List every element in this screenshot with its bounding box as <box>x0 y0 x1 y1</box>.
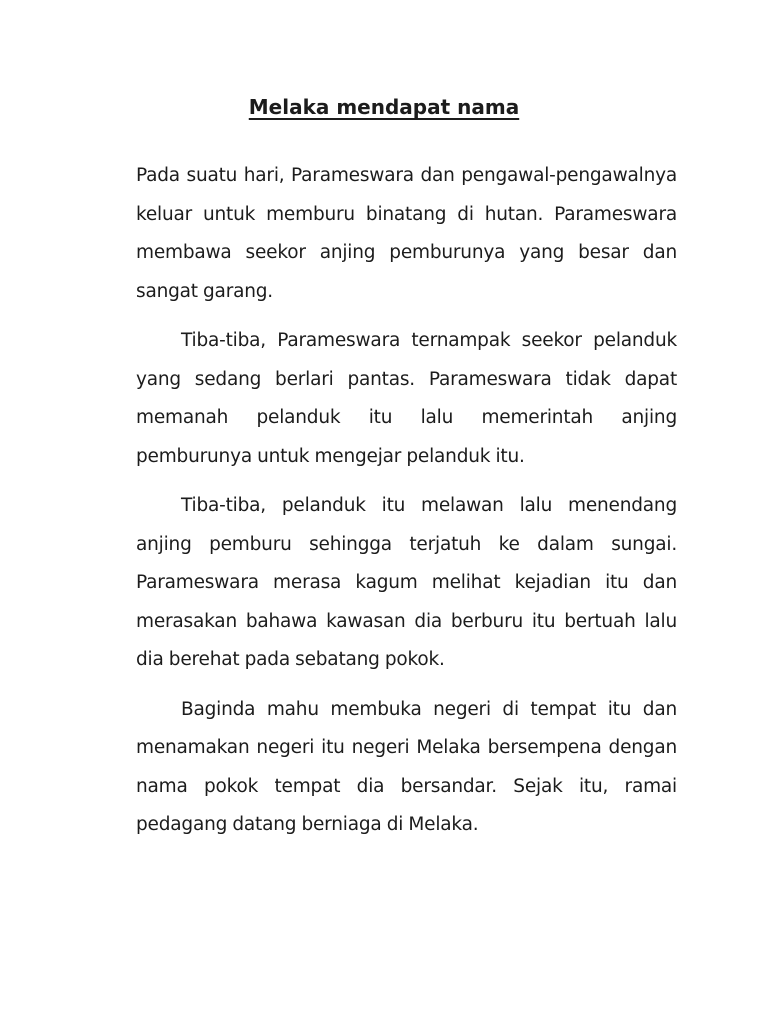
paragraph-4: Baginda mahu membuka negeri di tempat itu dan menamakan negeri itu negeri Melaka bersempena dengan nama pokok tempat dia bersandar. Sejak itu, ramai pedagang datang berniaga di Melaka. <box>136 698 677 835</box>
paragraph-1: Pada suatu hari, Parameswara dan pengawal-pengawalnya keluar untuk memburu binatang di hutan. Parameswara membawa seekor anjing pemburunya yang besar dan sangat garang. <box>136 165 677 302</box>
document-body <box>136 157 677 856</box>
paragraph-3: Tiba-tiba, pelanduk itu melawan lalu menendang anjing pemburu sehingga terjatuh ke dalam sungai. Parameswara merasa kagum melihat kejadian itu dan merasakan bahawa kawasan dia berburu itu bertuah lalu dia berehat pada sebatang pokok. <box>136 495 677 670</box>
document-title: Melaka mendapat nama <box>248 95 520 119</box>
paragraph-2: Tiba-tiba, Parameswara ternampak seekor pelanduk yang sedang berlari pantas. Parameswara tidak dapat memanah pelanduk itu lalu memerintah anjing pemburunya untuk mengejar pelanduk itu. <box>136 330 677 467</box>
